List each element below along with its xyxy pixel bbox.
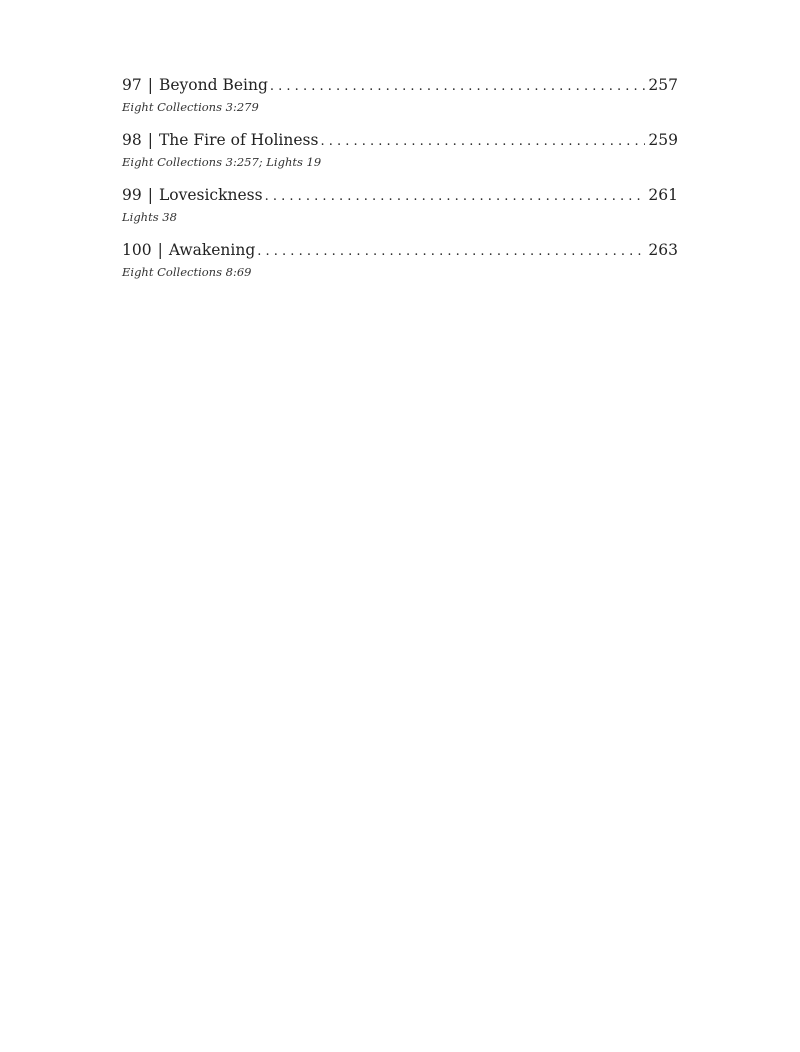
dot-leader xyxy=(270,76,646,98)
chapter-title: Beyond Being xyxy=(158,76,268,94)
page-number: 257 xyxy=(648,76,678,94)
chapter-title: Awakening xyxy=(168,241,256,259)
chapter-source: Eight Collections 3:279 xyxy=(122,100,259,114)
dot-leader xyxy=(265,186,646,208)
toc-entry-line xyxy=(122,239,678,263)
chapter-number: 98 xyxy=(122,131,142,149)
table-of-contents xyxy=(122,74,678,294)
toc-entry-line xyxy=(122,129,678,153)
toc-entry-line xyxy=(122,184,678,208)
chapter-source: Eight Collections 8:69 xyxy=(122,265,252,279)
toc-entry-98[interactable] xyxy=(122,129,678,184)
toc-entry-100[interactable] xyxy=(122,239,678,294)
chapter-number: 99 xyxy=(122,186,142,204)
dot-leader xyxy=(257,241,645,263)
page-number: 261 xyxy=(648,186,678,204)
chapter-title: Lovesickness xyxy=(158,186,263,204)
dot-leader xyxy=(320,131,645,153)
chapter-number: 100 xyxy=(122,241,152,259)
separator: | xyxy=(157,241,163,259)
chapter-source: Eight Collections 3:257; Lights 19 xyxy=(122,155,322,169)
toc-entry-97[interactable] xyxy=(122,74,678,129)
toc-entry-99[interactable] xyxy=(122,184,678,239)
page-number: 259 xyxy=(648,131,678,149)
page-number: 263 xyxy=(648,241,678,259)
separator: | xyxy=(147,186,153,204)
toc-entry-line xyxy=(122,74,678,98)
separator: | xyxy=(147,76,153,94)
chapter-title: The Fire of Holiness xyxy=(158,131,319,149)
chapter-source: Lights 38 xyxy=(122,210,177,224)
chapter-number: 97 xyxy=(122,76,142,94)
separator: | xyxy=(147,131,153,149)
